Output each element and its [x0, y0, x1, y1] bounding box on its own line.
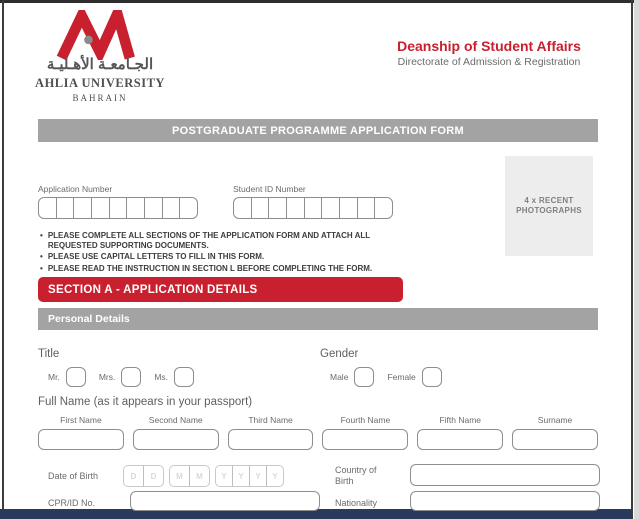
- bullet-icon: •: [40, 231, 43, 240]
- nationality-input[interactable]: [410, 491, 600, 511]
- instruction-text: PLEASE READ THE INSTRUCTION IN SECTION L BEFORE COMPLETING THE FORM.: [47, 263, 373, 273]
- student-id-cell[interactable]: [340, 198, 358, 218]
- student-id-cell[interactable]: [287, 198, 305, 218]
- university-name-arabic: الجـامعـة الأهـليـة: [46, 56, 154, 73]
- student-id-cell[interactable]: [358, 198, 376, 218]
- cpr-id-label: CPR/ID No.: [48, 498, 96, 508]
- gender-options-row: [330, 366, 455, 388]
- bullet-icon: •: [40, 263, 43, 273]
- second-name-label: Second Name: [148, 415, 203, 425]
- gender-option-female-label: Female: [387, 372, 416, 382]
- dob-year-group[interactable]: [215, 465, 284, 487]
- form-title-banner: POSTGRADUATE PROGRAMME APPLICATION FORM: [38, 119, 598, 142]
- application-number-cell[interactable]: [127, 198, 145, 218]
- dob-month-group[interactable]: [169, 465, 210, 487]
- student-id-cell[interactable]: [234, 198, 252, 218]
- title-checkbox-mrs[interactable]: [121, 367, 141, 387]
- dob-cell-d[interactable]: D: [124, 466, 144, 486]
- instructions-list: [40, 231, 412, 275]
- fourth-name-label: Fourth Name: [340, 415, 391, 425]
- fifth-name-input[interactable]: [417, 429, 503, 450]
- instruction-item: [40, 231, 412, 250]
- personal-details-banner: Personal Details: [38, 308, 598, 330]
- title-label: Title: [38, 348, 60, 360]
- first-name-label: First Name: [60, 415, 102, 425]
- dob-day-group[interactable]: [123, 465, 164, 487]
- second-name-input[interactable]: [133, 429, 219, 450]
- application-number-cell[interactable]: [180, 198, 197, 218]
- title-option-mrs-label: Mrs.: [98, 372, 116, 382]
- date-of-birth-input[interactable]: [123, 465, 284, 487]
- logo-dot: [84, 35, 93, 44]
- name-column: [322, 415, 408, 450]
- dob-cell-y[interactable]: Y: [272, 471, 278, 481]
- student-id-label: Student ID Number: [233, 184, 306, 194]
- university-name-english: AHLIA UNIVERSITY: [35, 76, 165, 90]
- gender-checkbox-female[interactable]: [422, 367, 442, 387]
- nationality-label: Nationality: [335, 498, 378, 508]
- student-id-cell[interactable]: [322, 198, 340, 218]
- dob-cell-y[interactable]: Y: [250, 466, 267, 486]
- page-border-left: [2, 0, 4, 519]
- student-id-cell[interactable]: [252, 198, 270, 218]
- name-column: [133, 415, 219, 450]
- surname-label: Surname: [537, 415, 573, 425]
- page-border-right: [631, 0, 633, 519]
- third-name-label: Third Name: [248, 415, 293, 425]
- instruction-text: PLEASE USE CAPITAL LETTERS TO FILL IN THIS FORM.: [47, 252, 265, 261]
- gender-checkbox-male[interactable]: [354, 367, 374, 387]
- name-column: [38, 415, 124, 450]
- gender-label: Gender: [320, 348, 359, 360]
- university-location: BAHRAIN: [72, 93, 128, 103]
- photo-box-line1: 4 x RECENT: [524, 196, 574, 205]
- instruction-item: [40, 252, 412, 262]
- section-a-banner: SECTION A - APPLICATION DETAILS: [38, 277, 403, 302]
- name-columns: [38, 415, 598, 450]
- third-name-input[interactable]: [228, 429, 314, 450]
- photo-placeholder-box: [505, 156, 593, 256]
- fourth-name-input[interactable]: [322, 429, 408, 450]
- name-column: [228, 415, 314, 450]
- dob-cell-m[interactable]: M: [196, 471, 203, 481]
- ahlia-university-logo-icon: [55, 10, 145, 60]
- student-id-cell[interactable]: [269, 198, 287, 218]
- deanship-header: [380, 38, 598, 68]
- first-name-input[interactable]: [38, 429, 124, 450]
- full-name-label: Full Name (as it appears in your passport): [38, 396, 253, 408]
- name-column: [512, 415, 598, 450]
- dob-cell-m[interactable]: M: [170, 466, 190, 486]
- application-number-cell[interactable]: [110, 198, 128, 218]
- application-number-cell[interactable]: [163, 198, 181, 218]
- application-number-cell[interactable]: [39, 198, 57, 218]
- dob-cell-y[interactable]: Y: [216, 466, 233, 486]
- page-edge-strip: [634, 0, 639, 519]
- date-of-birth-label: Date of Birth: [48, 471, 99, 481]
- surname-input[interactable]: [512, 429, 598, 450]
- application-number-grid[interactable]: [38, 197, 198, 219]
- page-border-top: [0, 0, 639, 3]
- student-id-cell[interactable]: [305, 198, 323, 218]
- country-of-birth-input[interactable]: [410, 464, 600, 486]
- application-number-cell[interactable]: [145, 198, 163, 218]
- dob-cell-d[interactable]: D: [150, 471, 157, 481]
- title-checkbox-mr[interactable]: [66, 367, 86, 387]
- deanship-title: Deanship of Student Affairs: [397, 38, 581, 54]
- gender-option-male-label: Male: [330, 372, 349, 382]
- name-column: [417, 415, 503, 450]
- application-number-label: Application Number: [38, 184, 113, 194]
- application-number-cell[interactable]: [57, 198, 75, 218]
- title-option-mr-label: Mr.: [48, 372, 60, 382]
- photo-box-line2: PHOTOGRAPHS: [516, 206, 582, 215]
- student-id-grid[interactable]: [233, 197, 393, 219]
- instruction-text: PLEASE COMPLETE ALL SECTIONS OF THE APPLICATION FORM AND ATTACH ALL REQUESTED SUPPORTING DOCUMENTS.: [47, 231, 371, 250]
- bullet-icon: •: [40, 252, 43, 261]
- title-options-row: [48, 366, 207, 388]
- application-number-cell[interactable]: [74, 198, 92, 218]
- instruction-item: [40, 264, 412, 274]
- cpr-id-input[interactable]: [130, 491, 320, 511]
- title-option-ms-label: Ms.: [154, 372, 169, 382]
- application-number-cell[interactable]: [92, 198, 110, 218]
- dob-cell-y[interactable]: Y: [233, 466, 250, 486]
- country-of-birth-label: Country of Birth: [335, 465, 377, 486]
- fifth-name-label: Fifth Name: [439, 415, 482, 425]
- deanship-subtitle: Directorate of Admission & Registration: [397, 56, 581, 68]
- title-checkbox-ms[interactable]: [174, 367, 194, 387]
- student-id-cell[interactable]: [375, 198, 392, 218]
